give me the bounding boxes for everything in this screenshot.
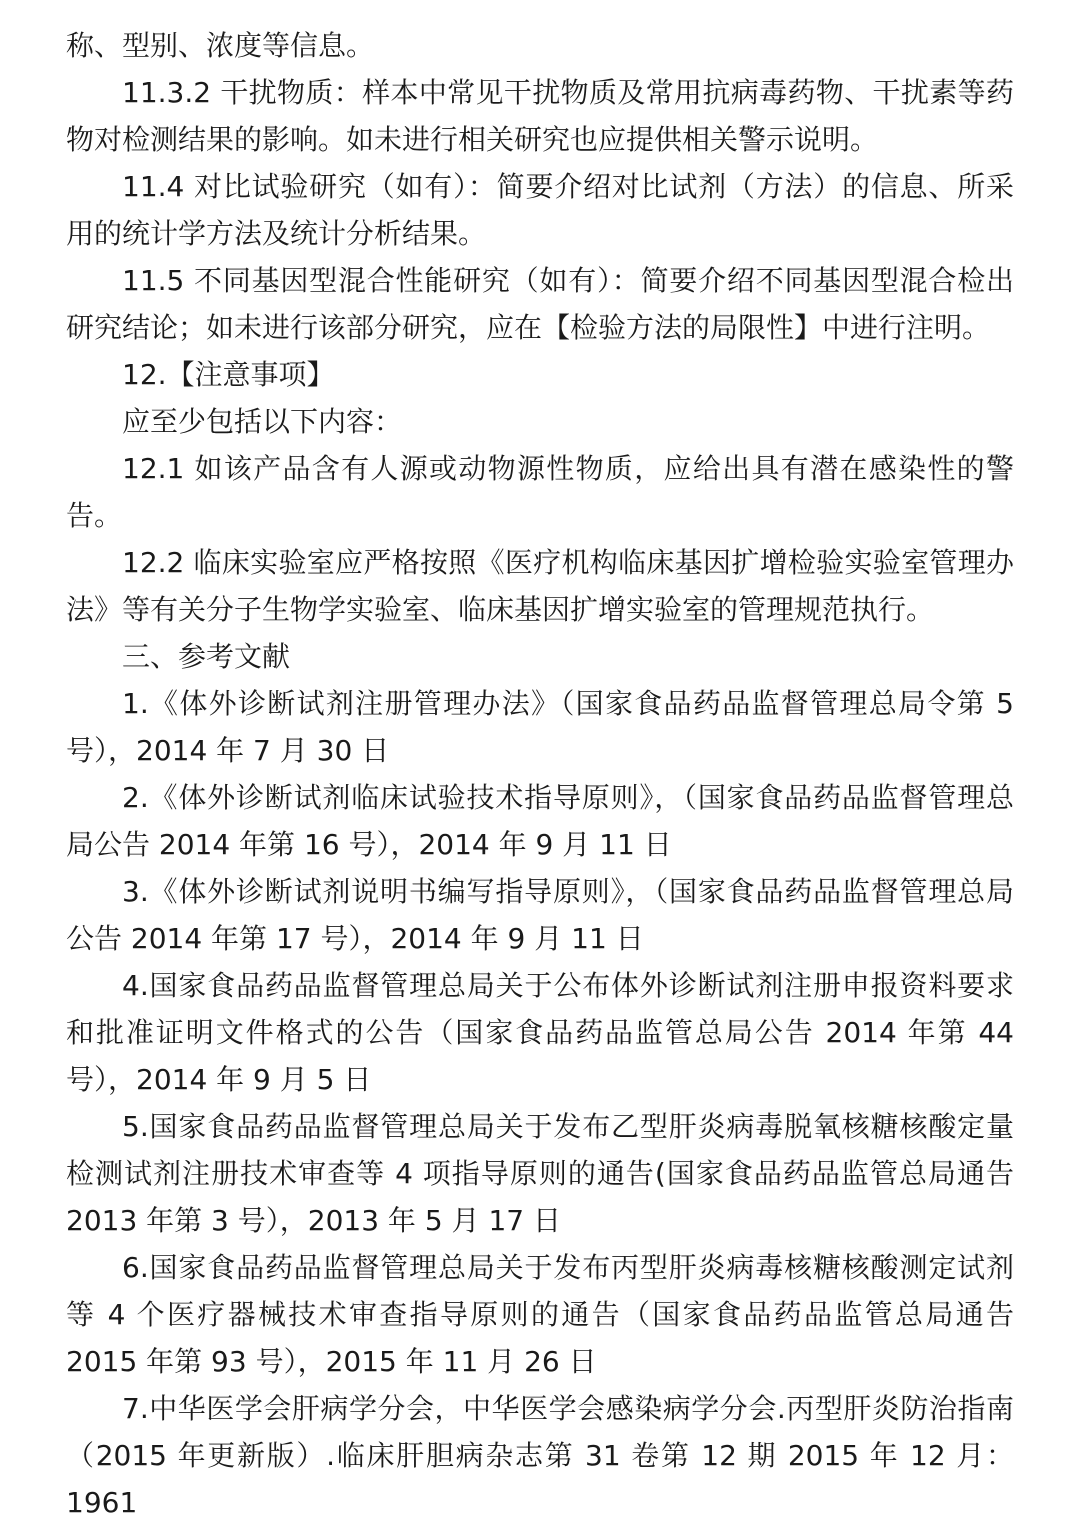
reference-item-4: 4.国家食品药品监督管理总局关于公布体外诊断试剂注册申报资料要求和批准证明文件格式的公告（国家食品药品监管总局公告 2014 年第 44 号），2014 年 9 月 5 日: [66, 969, 1014, 1096]
heading-references: 三、参考文献: [122, 640, 291, 673]
paragraph-12-2: 12.2 临床实验室应严格按照《医疗机构临床基因扩增检验实验室管理办法》等有关分子生物学实验室、临床基因扩增实验室的管理规范执行。: [66, 546, 1014, 626]
reference-item-6: 6.国家食品药品监督管理总局关于发布丙型肝炎病毒核糖核酸测定试剂等 4 个医疗器械技术审查指导原则的通告（国家食品药品监管总局通告 2015 年第 93 号），2015 年 11 月 26 日: [66, 1251, 1014, 1378]
paragraph-continuation: 称、型别、浓度等信息。: [66, 29, 375, 62]
paragraph-11-5: 11.5 不同基因型混合性能研究（如有）：简要介绍不同基因型混合检出研究结论；如未进行该部分研究，应在【检验方法的局限性】中进行注明。: [66, 264, 1014, 344]
reference-item-5: 5.国家食品药品监督管理总局关于发布乙型肝炎病毒脱氧核糖核酸定量检测试剂注册技术审查等 4 项指导原则的通告(国家食品药品监管总局通告 2013 年第 3 号），2013 年 5 月 17 日: [66, 1110, 1014, 1237]
paragraph-12-1: 12.1 如该产品含有人源或动物源性物质，应给出具有潜在感染性的警告。: [66, 452, 1014, 532]
paragraph-11-4: 11.4 对比试验研究（如有）：简要介绍对比试剂（方法）的信息、所采用的统计学方法及统计分析结果。: [66, 170, 1014, 250]
paragraph-11-3-2: 11.3.2 干扰物质：样本中常见干扰物质及常用抗病毒药物、干扰素等药物对检测结果的影响。如未进行相关研究也应提供相关警示说明。: [66, 76, 1014, 156]
heading-12-notes: 12.【注意事项】: [122, 358, 335, 391]
reference-item-2: 2.《体外诊断试剂临床试验技术指导原则》，（国家食品药品监督管理总局公告 2014 年第 16 号），2014 年 9 月 11 日: [66, 781, 1014, 861]
reference-item-1: 1.《体外诊断试剂注册管理办法》（国家食品药品监督管理总局令第 5 号），2014 年 7 月 30 日: [66, 687, 1014, 767]
reference-item-7: 7.中华医学会肝病学分会，中华医学会感染病学分会.丙型肝炎防治指南（2015 年更新版）.临床肝胆病杂志第 31 卷第 12 期 2015 年 12 月：1961: [66, 1392, 1014, 1519]
reference-item-3: 3.《体外诊断试剂说明书编写指导原则》，（国家食品药品监督管理总局公告 2014 年第 17 号），2014 年 9 月 11 日: [66, 875, 1014, 955]
paragraph-12-intro: 应至少包括以下内容：: [122, 405, 403, 438]
